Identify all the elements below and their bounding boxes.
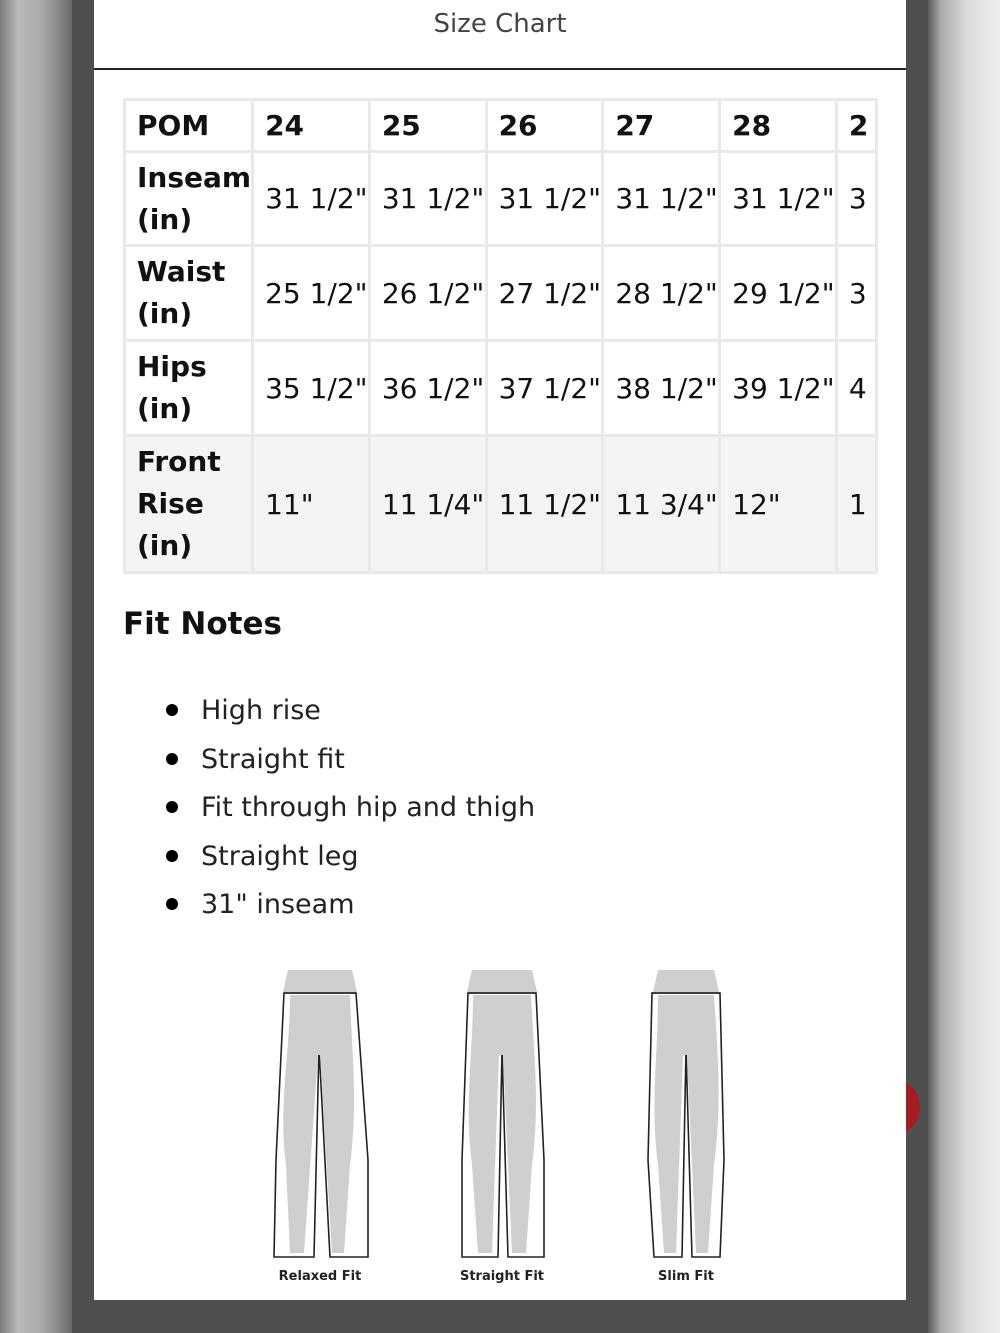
size-table-scroll[interactable] xyxy=(123,98,878,574)
table-cell: 38 1/2" xyxy=(603,341,720,436)
table-cell: 31 1/2" xyxy=(369,152,486,246)
table-cell: 39 1/2" xyxy=(720,341,837,436)
table-cell: 1 xyxy=(836,436,876,573)
row-label: Waist (in) xyxy=(125,246,253,341)
table-cell: 31 1/2" xyxy=(253,152,370,246)
table-cell: 4 xyxy=(836,341,876,436)
size-table xyxy=(123,98,878,574)
size-chart-modal xyxy=(94,0,906,1300)
header-cell-size: 26 xyxy=(486,100,603,152)
table-cell: 31 1/2" xyxy=(603,152,720,246)
table-cell: 31 1/2" xyxy=(720,152,837,246)
fit-label-straight: Straight Fit xyxy=(459,1269,545,1284)
table-cell: 11 1/4" xyxy=(369,436,486,573)
straight-fit-pants-icon xyxy=(442,965,562,1265)
table-cell: 26 1/2" xyxy=(369,246,486,341)
table-header-row xyxy=(125,100,877,152)
table-cell: 11" xyxy=(253,436,370,573)
background-left xyxy=(0,0,72,1333)
table-cell: 11 3/4" xyxy=(603,436,720,573)
fit-illustration-slim xyxy=(616,965,756,1295)
modal-title: Size Chart xyxy=(94,0,906,70)
list-item: 31" inseam xyxy=(169,884,535,933)
header-cell-size: 2 xyxy=(836,100,876,152)
table-row xyxy=(125,341,877,436)
table-cell: 31 1/2" xyxy=(486,152,603,246)
table-cell: 3 xyxy=(836,152,876,246)
fit-label-slim: Slim Fit xyxy=(658,1269,714,1284)
fit-illustration-straight xyxy=(432,965,572,1295)
table-row xyxy=(125,246,877,341)
row-label: Inseam (in) xyxy=(125,152,253,246)
header-cell-size: 25 xyxy=(369,100,486,152)
header-cell-size: 24 xyxy=(253,100,370,152)
table-cell: 3 xyxy=(836,246,876,341)
slim-fit-pants-icon xyxy=(626,965,746,1265)
table-cell: 12" xyxy=(720,436,837,573)
relaxed-fit-pants-icon xyxy=(260,965,380,1265)
table-row xyxy=(125,152,877,246)
table-cell: 11 1/2" xyxy=(486,436,603,573)
table-cell: 27 1/2" xyxy=(486,246,603,341)
table-cell: 25 1/2" xyxy=(253,246,370,341)
header-cell-size: 27 xyxy=(603,100,720,152)
list-item: High rise xyxy=(169,690,535,739)
fit-notes-list xyxy=(169,690,535,933)
table-cell: 29 1/2" xyxy=(720,246,837,341)
table-row xyxy=(125,436,877,573)
table-cell: 36 1/2" xyxy=(369,341,486,436)
list-item: Fit through hip and thigh xyxy=(169,787,535,836)
list-item: Straight fit xyxy=(169,739,535,788)
background-right xyxy=(928,0,1000,1333)
table-cell: 35 1/2" xyxy=(253,341,370,436)
row-label: Front Rise (in) xyxy=(125,436,253,573)
table-cell: 37 1/2" xyxy=(486,341,603,436)
list-item: Straight leg xyxy=(169,836,535,885)
fit-illustration-relaxed xyxy=(250,965,390,1295)
table-cell: 28 1/2" xyxy=(603,246,720,341)
header-cell-size: 28 xyxy=(720,100,837,152)
fit-label-relaxed: Relaxed Fit xyxy=(278,1269,362,1284)
row-label: Hips (in) xyxy=(125,341,253,436)
fit-notes-heading: Fit Notes xyxy=(123,606,282,642)
header-cell-pom: POM xyxy=(125,100,253,152)
